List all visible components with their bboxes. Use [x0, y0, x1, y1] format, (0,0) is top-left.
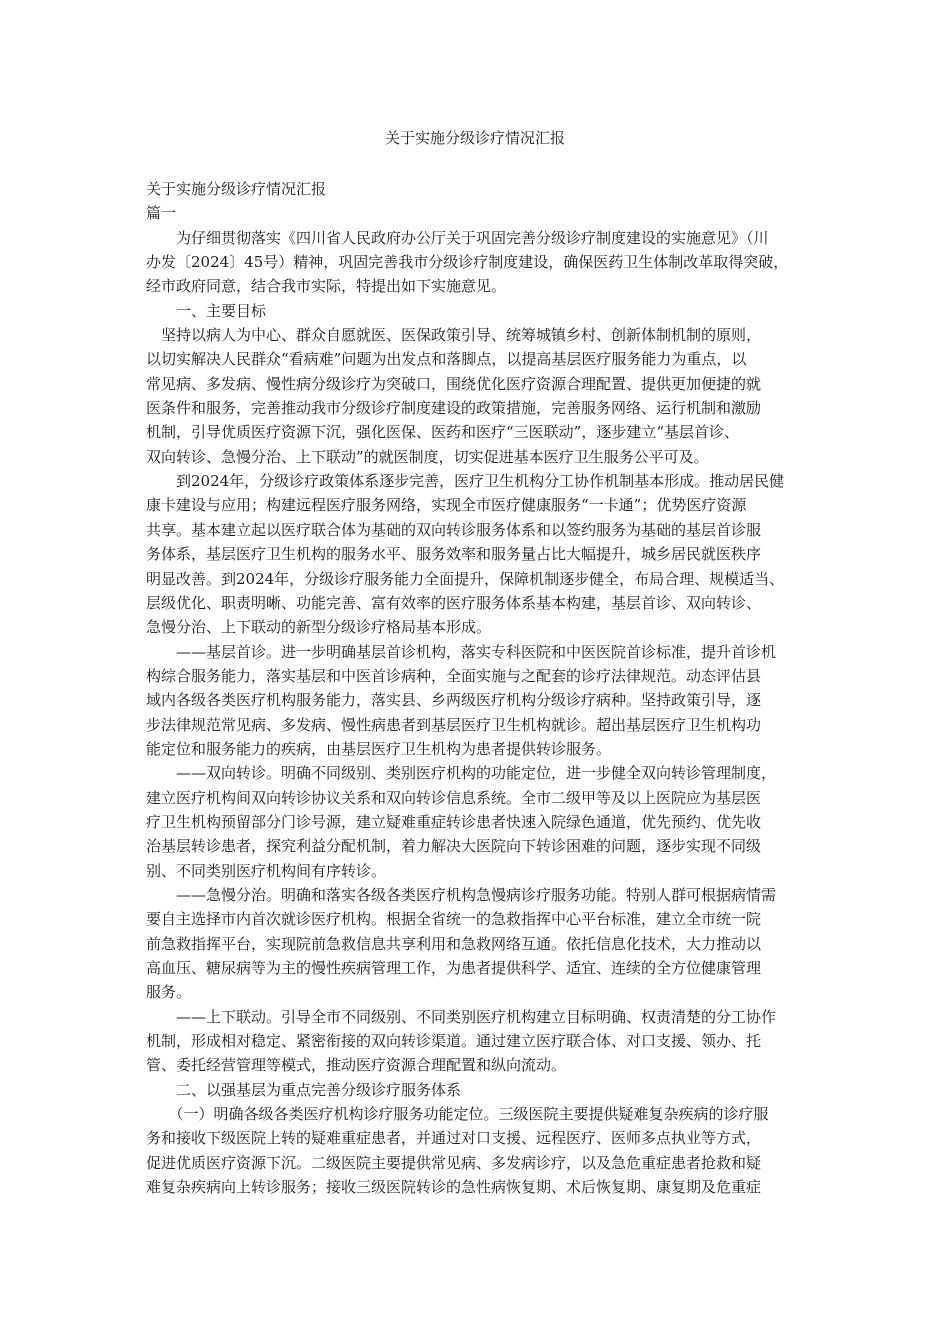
- text-line: ——双向转诊。明确不同级别、类别医疗机构的功能定位，进一步健全双向转诊管理制度，: [146, 764, 777, 783]
- text-line: 康卡建设与应用；构建远程医疗服务网络，实现全市医疗健康服务“一卡通”；优势医疗资源: [146, 496, 747, 515]
- text-line: 域内各级各类医疗机构服务能力，落实县、乡两级医疗机构分级诊疗病种。坚持政策引导，逐: [146, 691, 762, 710]
- text-line: 办发〔2024〕45号）精神，巩固完善我市分级诊疗制度建设，确保医药卫生体制改革取得突破，: [146, 253, 789, 272]
- text-line: 共享。基本建立起以医疗联合体为基础的双向转诊服务体系和以签约服务为基础的基层首诊服: [146, 520, 762, 539]
- text-line: 务体系，基层医疗卫生机构的服务水平、服务效率和服务量占比大幅提升，城乡居民就医秩序: [146, 545, 762, 564]
- text-line: ——基层首诊。进一步明确基层首诊机构，落实专科医院和中医医院首诊标准，提升首诊机: [146, 642, 777, 661]
- text-line: 层级优化、职责明晰、功能完善、富有效率的医疗服务体系基本构建，基层首诊、双向转诊、: [146, 593, 762, 612]
- text-line: 双向转诊、急慢分治、上下联动”的就医制度，切实促进基本医疗卫生服务公平可及。: [146, 447, 709, 466]
- text-line: 服务。: [146, 983, 192, 1002]
- text-line: 常见病、多发病、慢性病分级诊疗为突破口，围绕优化医疗资源合理配置、提供更加便捷的就: [146, 374, 762, 393]
- text-line: 机制，形成相对稳定、紧密衔接的双向转诊渠道。通过建立医疗联合体、对口支援、领办、托: [146, 1032, 762, 1051]
- text-line: （一）明确各级各类医疗机构诊疗服务功能定位。三级医院主要提供疑难复杂疾病的诊疗服: [146, 1105, 769, 1124]
- text-line: 机制，引导优质医疗资源下沉，强化医保、医药和医疗“三医联动”，逐步建立“基层首诊、: [146, 423, 740, 442]
- text-line: 难复杂疾病向上转诊服务；接收三级医院转诊的急性病恢复期、术后恢复期、康复期及危重症: [146, 1178, 762, 1197]
- text-line: 医条件和服务，完善推动我市分级诊疗制度建设的政策措施，完善服务网络、运行机制和激励: [146, 399, 762, 418]
- text-line: 步法律规范常见病、多发病、慢性病患者到基层医疗卫生机构就诊。超出基层医疗卫生机构功: [146, 715, 762, 734]
- text-line: 一、主要目标: [146, 301, 267, 320]
- text-line: 管、委托经营管理等模式，推动医疗资源合理配置和纵向流动。: [146, 1056, 567, 1075]
- text-line: ——急慢分治。明确和落实各级各类医疗机构急慢病诊疗服务功能。特别人群可根据病情需: [146, 885, 777, 904]
- text-line: 构综合服务能力，落实基层和中医首诊病种，全面实施与之配套的诊疗法律规范。动态评估县: [146, 666, 762, 685]
- text-line: 坚持以病人为中心、群众自愿就医、医保政策引导、统筹城镇乡村、创新体制机制的原则，: [146, 326, 762, 345]
- text-line: 别、不同类别医疗机构间有序转诊。: [146, 861, 387, 880]
- text-line: 关于实施分级诊疗情况汇报: [146, 180, 327, 198]
- text-line: 建立医疗机构间双向转诊协议关系和双向转诊信息系统。全市二级甲等及以上医院应为基层医: [146, 788, 762, 807]
- text-line: 治基层转诊患者，探究利益分配机制，着力解决大医院向下转诊困难的问题，逐步实现不同级: [146, 837, 762, 856]
- text-line: 前急救指挥平台，实现院前急救信息共享利用和急救网络互通。依托信息化技术，大力推动以: [146, 934, 762, 953]
- text-line: 务和接收下级医院上转的疑难重症患者，并通过对口支援、远程医疗、医师多点执业等方式，: [146, 1129, 762, 1148]
- text-line: 明显改善。到2024年，分级诊疗服务能力全面提升，保障机制逐步健全，布局合理、规模适当、: [146, 569, 785, 588]
- text-line: 能定位和服务能力的疾病，由基层医疗卫生机构为患者提供转诊服务。: [146, 739, 612, 758]
- text-line: ——上下联动。引导全市不同级别、不同类别医疗机构建立目标明确、权责清楚的分工协作: [146, 1007, 777, 1026]
- text-line: 二、以强基层为重点完善分级诊疗服务体系: [146, 1080, 462, 1099]
- text-line: 以切实解决人民群众“看病难”问题为出发点和落脚点，以提高基层医疗服务能力为重点，以: [146, 350, 747, 369]
- text-line: 经市政府同意，结合我市实际，特提出如下实施意见。: [146, 277, 507, 296]
- document-title: 关于实施分级诊疗情况汇报: [384, 129, 565, 147]
- text-line: 到2024年，分级诊疗政策体系逐步完善，医疗卫生机构分工协作机制基本形成。推动居民健: [146, 472, 785, 491]
- text-line: 疗卫生机构预留部分门诊号源，建立疑难重症转诊患者快速入院绿色通道，优先预约、优先收: [146, 812, 762, 831]
- text-line: 为仔细贯彻落实《四川省人民政府办公厅关于巩固完善分级诊疗制度建设的实施意见》（川: [146, 228, 769, 247]
- text-line: 篇一: [146, 204, 177, 223]
- text-line: 高血压、糖尿病等为主的慢性疾病管理工作，为患者提供科学、适宜、连续的全方位健康管理: [146, 959, 762, 977]
- text-line: 急慢分治、上下联动的新型分级诊疗格局基本形成。: [146, 618, 492, 637]
- text-line: 促进优质医疗资源下沉。二级医院主要提供常见病、多发病诊疗，以及急危重症患者抢救和疑: [146, 1153, 762, 1172]
- document-body: [146, 177, 806, 1199]
- text-line: 要自主选择市内首次就诊医疗机构。根据全省统一的急救指挥中心平台标准，建立全市统一院: [146, 910, 762, 929]
